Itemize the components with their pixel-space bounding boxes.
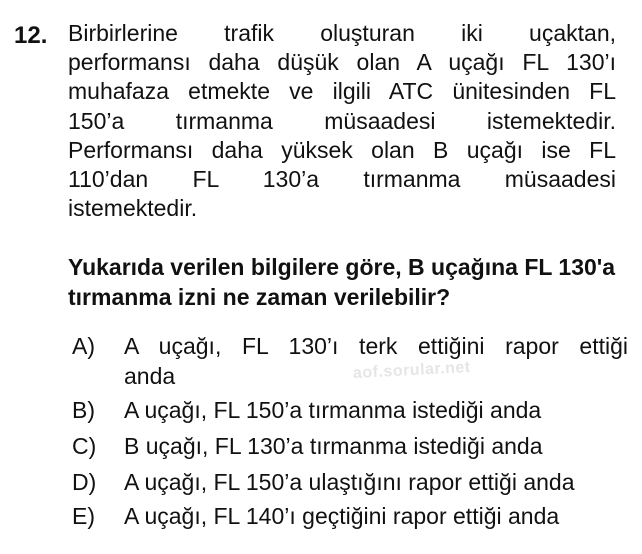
option-text-line: anda	[124, 363, 176, 389]
question-number: 12.	[14, 22, 48, 49]
option-b[interactable]	[72, 395, 628, 425]
stem-line: Performansı daha yüksek olan B uçağı ise FL	[68, 136, 616, 163]
option-a[interactable]	[72, 331, 628, 391]
stem-line: 110’dan FL 130’a tırmanma müsaadesi	[68, 166, 616, 193]
option-letter: C)	[72, 433, 97, 459]
option-e[interactable]	[72, 501, 628, 531]
answer-options	[72, 331, 628, 531]
question-stem	[68, 19, 616, 223]
stem-line: Birbirlerine trafik oluşturan iki uçaktan,	[68, 20, 616, 46]
stem-line: muhafaza etmekte ve ilgili ATC ünitesinden FL	[68, 78, 616, 105]
option-text: B uçağı, FL 130’a tırmanma istediği anda	[124, 433, 543, 459]
option-letter: B)	[72, 397, 95, 423]
option-text: A uçağı, FL 150’a ulaştığını rapor ettiği anda	[124, 469, 575, 495]
stem-line: 150’a tırmanma müsaadesi istemektedir.	[68, 107, 616, 134]
option-text	[124, 331, 628, 391]
option-letter: A)	[72, 333, 95, 359]
stem-line: performansı daha düşük olan A uçağı FL 130’ı	[68, 49, 616, 76]
question-prompt: Yukarıda verilen bilgilere göre, B uçağına FL 130'a tırmanma izni ne zaman verilebilir?	[68, 254, 616, 310]
watermark: aof.sorular.net	[352, 358, 472, 383]
option-text-line: A uçağı, FL 130’ı terk ettiğini rapor ettiği	[124, 333, 628, 359]
option-d[interactable]	[72, 467, 628, 497]
stem-line: istemektedir.	[68, 195, 198, 222]
option-letter: D)	[72, 469, 97, 495]
option-letter: E)	[72, 503, 95, 529]
option-text: A uçağı, FL 150’a tırmanma istediği anda	[124, 397, 542, 423]
option-c[interactable]	[72, 431, 628, 461]
option-text: A uçağı, FL 140’ı geçtiğini rapor ettiği anda	[124, 503, 560, 529]
